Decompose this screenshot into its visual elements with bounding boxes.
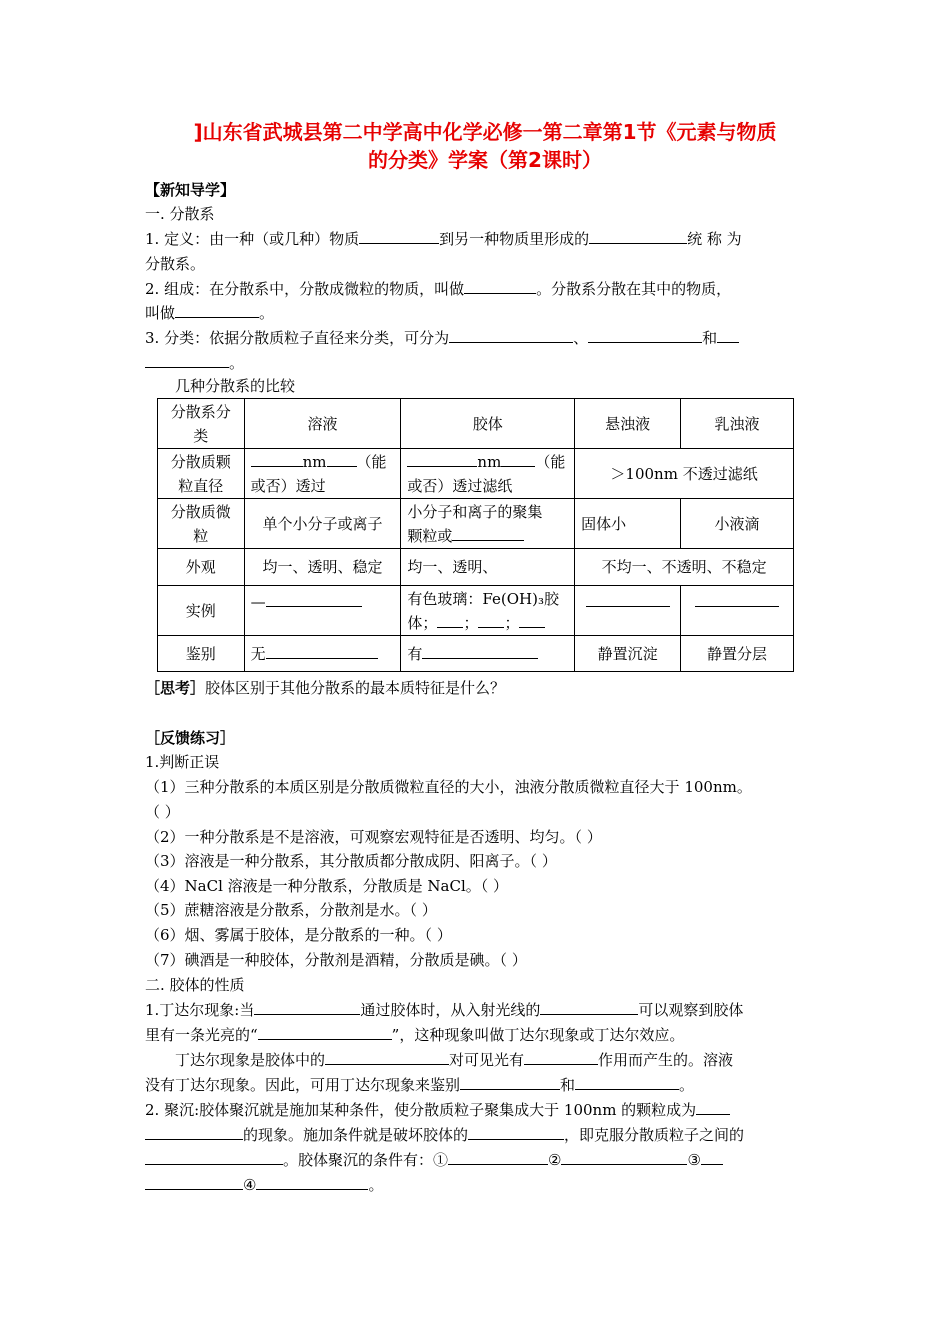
blank[interactable]	[524, 1050, 598, 1065]
blank[interactable]	[460, 1075, 560, 1090]
composition-line	[145, 279, 731, 299]
row-label: 鉴别	[158, 636, 245, 672]
table-row	[158, 586, 794, 636]
blank[interactable]	[449, 328, 573, 343]
text: 。	[679, 1076, 695, 1094]
coagulation-line-2	[145, 1125, 744, 1145]
cell-text: 体；	[407, 613, 438, 632]
cell	[575, 586, 681, 636]
blank[interactable]	[145, 353, 229, 368]
blank[interactable]	[452, 526, 524, 541]
blank[interactable]	[586, 592, 670, 607]
classification-line	[145, 328, 739, 348]
cell-text: （能	[356, 452, 387, 471]
text: ”，这种现象叫做丁达尔现象或丁达尔效应。	[391, 1026, 685, 1044]
table-row	[158, 549, 794, 586]
classification-line-2	[145, 353, 244, 373]
cell	[244, 636, 401, 672]
cell-text: 小分子和离子的聚集	[407, 502, 543, 521]
blank[interactable]	[575, 1075, 679, 1090]
text: 丁达尔现象是胶体中的	[175, 1051, 326, 1069]
part1-heading: 一. 分散系	[145, 205, 215, 223]
cell-text: nm	[302, 452, 327, 471]
cell: 不均一、不透明、不稳定	[575, 549, 794, 586]
judge-item: （7）碘酒是一种胶体，分散剂是酒精，分散质是碘。（ ）	[145, 951, 527, 969]
feedback-heading: ［反馈练习］	[145, 729, 236, 747]
tyndall-line-1	[145, 1000, 743, 1020]
cell-text: 或否）透过滤纸	[407, 476, 513, 495]
row-label: 分散质微粒	[158, 499, 245, 549]
blank[interactable]	[359, 229, 439, 244]
cell: 固体小	[575, 499, 681, 549]
cell-text: 颗粒或	[407, 526, 453, 545]
cell: ＞100nm 不透过滤纸	[575, 449, 794, 499]
definition-line	[145, 229, 742, 249]
def-text-b: 到另一种物质里形成的	[439, 230, 590, 248]
def-text-c: 统 称 为	[687, 230, 742, 248]
judge-item: （5）蔗糖溶液是分散系，分散剂是水。（ ）	[145, 901, 437, 919]
cell	[244, 586, 401, 636]
cell	[401, 636, 575, 672]
cell	[401, 586, 575, 636]
blank[interactable]	[448, 1150, 548, 1165]
blank[interactable]	[175, 303, 259, 318]
cell-text: —	[250, 593, 266, 611]
blank[interactable]	[254, 1000, 360, 1015]
blank[interactable]	[325, 1050, 449, 1065]
blank[interactable]	[588, 328, 702, 343]
table-row	[158, 399, 794, 449]
header-cell: 乳浊液	[681, 399, 794, 449]
cell-text: ；	[504, 613, 520, 632]
cell-text: 有	[407, 644, 423, 663]
text: 通过胶体时，从入射光线的	[360, 1001, 541, 1019]
dispersion-comparison-table	[157, 398, 794, 672]
text: 和	[560, 1076, 576, 1094]
blank[interactable]	[145, 1150, 283, 1165]
header-cell: 胶体	[401, 399, 575, 449]
cell-text: ；	[463, 613, 479, 632]
cell-text: 有色玻璃：Fe(OH)₃胶	[407, 589, 559, 608]
cell-text: nm	[477, 452, 502, 471]
think-question	[145, 678, 505, 698]
blank[interactable]	[266, 592, 362, 607]
header-cell: 溶液	[244, 399, 401, 449]
blank[interactable]	[501, 452, 535, 467]
judge-item: （3）溶液是一种分散系，其分散质都分散成阴、阳离子。（ ）	[145, 852, 557, 870]
definition-line-2: 分散系。	[145, 255, 206, 273]
table-row	[158, 499, 794, 549]
blank[interactable]	[561, 1150, 687, 1165]
row-label: 分散质颗粒直径	[158, 449, 245, 499]
text: 的现象。施加条件就是破坏胶体的	[243, 1126, 469, 1144]
cls2-text: 。	[229, 354, 245, 372]
header-cell: 悬浊液	[575, 399, 681, 449]
judge-item: （4）NaCl 溶液是一种分散系，分散质是 NaCl。（ ）	[145, 877, 509, 895]
row-label: 外观	[158, 549, 245, 586]
table-row	[158, 636, 794, 672]
text: 。胶体聚沉的条件有：①	[283, 1151, 449, 1169]
blank[interactable]	[145, 1125, 243, 1140]
cell: 静置沉淀	[575, 636, 681, 672]
blank[interactable]	[256, 1175, 368, 1190]
blank[interactable]	[407, 452, 477, 467]
blank[interactable]	[519, 613, 545, 628]
blank[interactable]	[266, 644, 378, 659]
cell-text: 无	[250, 644, 266, 663]
text: 对可见光有	[449, 1051, 525, 1069]
cell: 小液滴	[681, 499, 794, 549]
blank[interactable]	[717, 328, 739, 343]
comp-text-b: 。分散系分散在其中的物质，	[536, 280, 732, 298]
cell	[401, 499, 575, 549]
cls-text-b: 、	[573, 329, 589, 347]
document-title-line-2: 的分类》学案（第2课时）	[368, 148, 602, 172]
blank[interactable]	[540, 1000, 638, 1015]
judge-item: （2）一种分散系是不是溶液，可观察宏观特征是否透明、均匀。（ ）	[145, 828, 602, 846]
cell	[681, 586, 794, 636]
section-new-knowledge: 【新知导学】	[145, 181, 236, 199]
blank[interactable]	[145, 1175, 243, 1190]
think-text: 胶体区别于其他分散系的最本质特征是什么？	[205, 679, 506, 697]
blank[interactable]	[695, 592, 779, 607]
cls-text-a: 3. 分类：依据分散质粒子直径来分类，可分为	[145, 329, 450, 347]
text: 。	[368, 1176, 384, 1194]
row-label: 实例	[158, 586, 245, 636]
judge-item: （ ）	[145, 803, 180, 821]
blank[interactable]	[468, 1125, 564, 1140]
header-cell: 分散系分类	[158, 399, 245, 449]
composition-line-2	[145, 303, 274, 323]
tyndall-line-3	[175, 1050, 733, 1070]
blank[interactable]	[701, 1150, 723, 1165]
blank[interactable]	[422, 644, 538, 659]
blank[interactable]	[464, 279, 536, 294]
coagulation-line-3	[145, 1150, 723, 1170]
comp2-text-a: 叫做	[145, 304, 176, 322]
cls-text-c: 和	[702, 329, 718, 347]
text: ③	[687, 1151, 701, 1169]
comp-text-a: 2. 组成：在分散系中，分散成微粒的物质，叫做	[145, 280, 465, 298]
tyndall-line-2	[145, 1025, 684, 1045]
text: 没有丁达尔现象。因此，可用丁达尔现象来鉴别	[145, 1076, 461, 1094]
text: 作用而产生的。溶液	[598, 1051, 734, 1069]
text: 里有一条光亮的“	[145, 1026, 258, 1044]
cell-text: 或否）透过	[250, 476, 326, 495]
cell: 均一、透明、稳定	[244, 549, 401, 586]
blank[interactable]	[327, 452, 357, 467]
cell: 单个小分子或离子	[244, 499, 401, 549]
text: ②	[548, 1151, 562, 1169]
think-label: ［思考］	[145, 679, 206, 697]
part2-heading: 二. 胶体的性质	[145, 976, 245, 994]
tyndall-line-4	[145, 1075, 694, 1095]
cell-text: （能	[535, 452, 566, 471]
cell	[244, 449, 401, 499]
judge-item: （6）烟、雾属于胶体，是分散系的一种。（ ）	[145, 926, 452, 944]
blank[interactable]	[437, 613, 463, 628]
comp2-text-b: 。	[259, 304, 275, 322]
text: 可以观察到胶体	[638, 1001, 744, 1019]
text: 1.丁达尔现象:当	[145, 1001, 255, 1019]
blank[interactable]	[589, 229, 687, 244]
blank[interactable]	[478, 613, 504, 628]
judge-heading: 1.判断正误	[145, 753, 220, 771]
cell: 均一、透明、	[401, 549, 575, 586]
def-text-a: 1. 定义：由一种（或几种）物质	[145, 230, 360, 248]
cell: 静置分层	[681, 636, 794, 672]
document-title-line-1: ]山东省武城县第二中学高中化学必修一第二章第1节《元素与物质	[193, 120, 777, 144]
coagulation-line-1	[145, 1100, 730, 1120]
table-row	[158, 449, 794, 499]
text: 2. 聚沉:胶体聚沉就是施加某种条件，使分散质粒子聚集成大于 100nm 的颗粒成为	[145, 1101, 697, 1119]
blank[interactable]	[258, 1025, 392, 1040]
blank[interactable]	[696, 1100, 730, 1115]
coagulation-line-4	[145, 1175, 383, 1195]
blank[interactable]	[251, 452, 303, 467]
comparison-caption: 几种分散系的比较	[175, 377, 296, 395]
judge-item: （1）三种分散系的本质区别是分散质微粒直径的大小，浊液分散质微粒直径大于 100nm。	[145, 778, 752, 796]
text: ④	[243, 1176, 257, 1194]
cell	[401, 449, 575, 499]
text: ，即克服分散质粒子之间的	[564, 1126, 745, 1144]
